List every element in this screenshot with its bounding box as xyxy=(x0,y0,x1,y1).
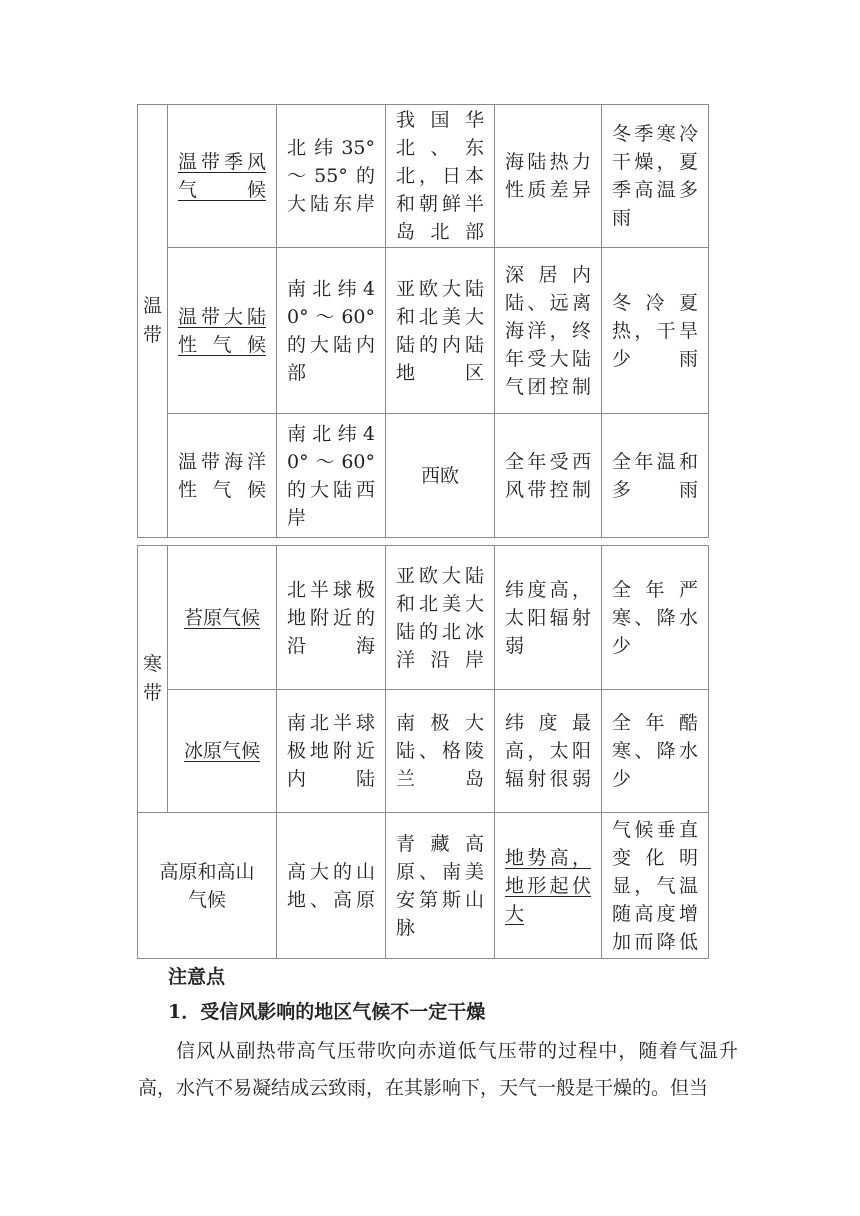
notes-section xyxy=(138,962,738,1107)
zone-cell-cold xyxy=(138,546,168,813)
notes-heading: 注意点 xyxy=(168,966,226,988)
examples: 青藏高原、南美安第斯山脉 xyxy=(396,832,484,939)
zone-label: 温带 xyxy=(142,295,162,346)
climate-name: 温带季风气候 xyxy=(178,151,266,201)
zone-cell-temperate xyxy=(138,105,168,538)
cause: 地势高，地形起伏大 xyxy=(505,846,591,925)
climate-name: 高原和高山气候 xyxy=(159,860,255,911)
climate-name: 温带海洋性气候 xyxy=(178,450,266,501)
features: 气候垂直变化明显，气温随高度增加而降低 xyxy=(612,818,698,953)
distribution: 南北半球极地附近内陆 xyxy=(287,712,375,790)
temperate-climate-table xyxy=(137,104,709,538)
climate-name: 苔原气候 xyxy=(183,606,260,629)
features: 冬季寒冷干燥，夏季高温多雨 xyxy=(612,123,698,229)
features: 全年温和多雨 xyxy=(612,450,698,501)
distribution: 北纬35°～55°的大陆东岸 xyxy=(287,137,375,215)
distribution: 南北纬40°～60°的大陆西岸 xyxy=(287,422,375,529)
distribution: 南北纬40°～60°的大陆内部 xyxy=(287,277,375,384)
notes-paragraph: 信风从副热带高气压带吹向赤道低气压带的过程中，随着气温升高，水汽不易凝结成云致雨，在其影响下，天气一般是干燥的。但当 xyxy=(138,1040,738,1099)
examples: 我国华北、东北，日本和朝鲜半岛北部 xyxy=(396,109,484,243)
examples: 亚欧大陆和北美大陆的内陆地区 xyxy=(396,277,484,384)
features: 冬冷夏热，干旱少雨 xyxy=(612,291,698,370)
examples: 西欧 xyxy=(420,464,459,487)
zone-label: 寒带 xyxy=(142,653,162,704)
notes-subheading: 1．受信风影响的地区气候不一定干燥 xyxy=(168,1001,486,1023)
examples: 亚欧大陆和北美大陆的北冰洋沿岸 xyxy=(396,564,484,671)
climate-name: 温带大陆性气候 xyxy=(178,305,266,356)
distribution: 高大的山地、高原 xyxy=(287,860,375,911)
cold-climate-table xyxy=(137,545,709,959)
climate-name: 冰原气候 xyxy=(183,740,260,762)
examples: 南极大陆、格陵兰岛 xyxy=(396,712,484,790)
cause: 全年受西风带控制 xyxy=(505,450,591,501)
features: 全年严寒、降水少 xyxy=(612,578,698,657)
distribution: 北半球极地附近的沿海 xyxy=(287,578,375,657)
cause: 深居内陆、远离海洋，终年受大陆气团控制 xyxy=(505,263,591,398)
cause: 纬度最高，太阳辐射很弱 xyxy=(505,712,591,790)
cause: 海陆热力性质差异 xyxy=(505,151,591,201)
features: 全年酷寒、降水少 xyxy=(612,712,698,790)
cause: 纬度高，太阳辐射弱 xyxy=(505,578,591,657)
